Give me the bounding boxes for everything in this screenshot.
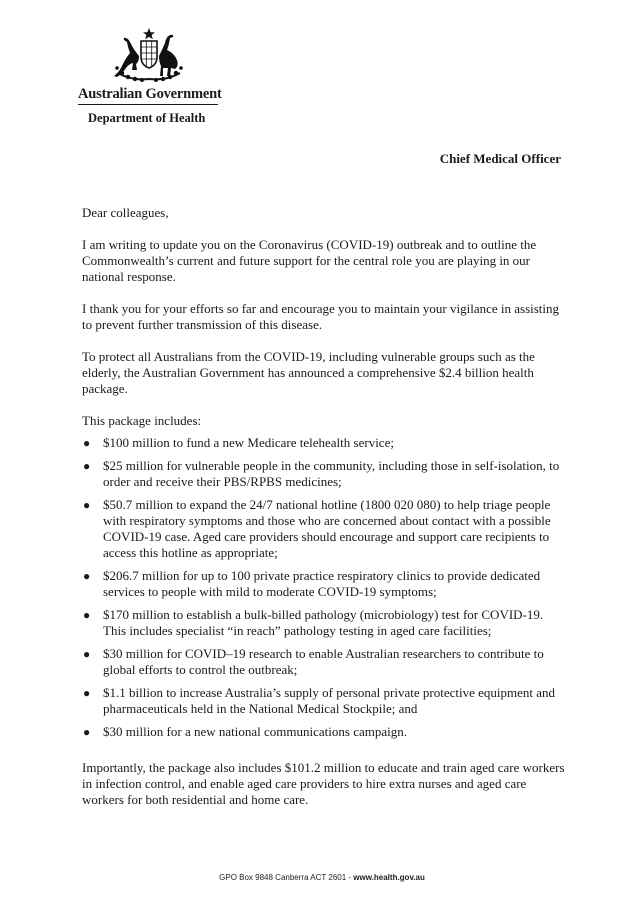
paragraph: I thank you for your efforts so far and encourage you to maintain your vigilance in assisting to prevent further transmission of this disease. bbox=[82, 301, 560, 332]
department-name: Department of Health bbox=[88, 111, 206, 125]
bullet-icon: ● bbox=[83, 647, 91, 661]
header-divider bbox=[78, 104, 218, 105]
footer-website-link[interactable]: www.health.gov.au bbox=[353, 873, 425, 882]
bullet-icon: ● bbox=[83, 459, 91, 473]
list-item bbox=[82, 458, 566, 490]
list-item-text: $25 million for vulnerable people in the community, including those in self-isolation, to order and receive their PBS/RPBS medicines; bbox=[103, 458, 560, 489]
salutation: Dear colleagues, bbox=[82, 205, 169, 220]
package-list bbox=[82, 435, 566, 740]
list-item-text: $50.7 million to expand the 24/7 national hotline (1800 020 080) to help triage people with respiratory symptoms and those who are concerned about contact with a possible COVID-19 case. Aged care providers should encourage and support care recipients to access this hotline as appropriate; bbox=[103, 497, 551, 560]
list-item bbox=[82, 497, 566, 561]
sender-title: Chief Medical Officer bbox=[439, 151, 561, 166]
bullet-icon: ● bbox=[83, 686, 91, 700]
list-item bbox=[82, 646, 566, 678]
list-item bbox=[82, 435, 566, 451]
page-footer bbox=[0, 873, 644, 882]
closing-paragraph: Importantly, the package also includes $101.2 million to educate and train aged care workers in infection control, and enable aged care providers to hire extra nurses and aged care workers for both residential and home care. bbox=[82, 760, 565, 807]
coat-of-arms-logo bbox=[108, 26, 190, 82]
bullet-icon: ● bbox=[83, 569, 91, 583]
footer-address: GPO Box 9848 Canberra ACT 2601 - bbox=[219, 873, 354, 882]
list-item bbox=[82, 724, 566, 740]
list-item-text: $100 million to fund a new Medicare telehealth service; bbox=[103, 435, 394, 450]
list-item bbox=[82, 568, 566, 600]
list-intro: This package includes: bbox=[82, 413, 202, 428]
list-item-text: $170 million to establish a bulk-billed pathology (microbiology) test for COVID-19. This includes specialist “in reach” pathology testing in aged care facilities; bbox=[103, 607, 544, 638]
paragraph: To protect all Australians from the COVID-19, including vulnerable groups such as the elderly, the Australian Government has announced a comprehensive $2.4 billion health package. bbox=[82, 349, 535, 396]
bullet-icon: ● bbox=[83, 498, 91, 512]
bullet-icon: ● bbox=[83, 436, 91, 450]
list-item bbox=[82, 607, 566, 639]
bullet-icon: ● bbox=[83, 725, 91, 739]
paragraph: I am writing to update you on the Coronavirus (COVID-19) outbreak and to outline the Commonwealth’s current and future support for the central role you are playing in our national response. bbox=[82, 237, 537, 284]
list-item-text: $30 million for a new national communications campaign. bbox=[103, 724, 407, 739]
list-item-text: $1.1 billion to increase Australia’s supply of personal private protective equipment and pharmaceuticals held in the National Medical Stockpile; and bbox=[103, 685, 555, 716]
list-item bbox=[82, 685, 566, 717]
letter-body bbox=[82, 205, 566, 824]
government-name: Australian Government bbox=[78, 86, 222, 102]
list-item-text: $206.7 million for up to 100 private practice respiratory clinics to provide dedicated services to people with mild to moderate COVID-19 symptoms; bbox=[103, 568, 541, 599]
list-item-text: $30 million for COVID–19 research to enable Australian researchers to contribute to global efforts to control the outbreak; bbox=[103, 646, 544, 677]
bullet-icon: ● bbox=[83, 608, 91, 622]
